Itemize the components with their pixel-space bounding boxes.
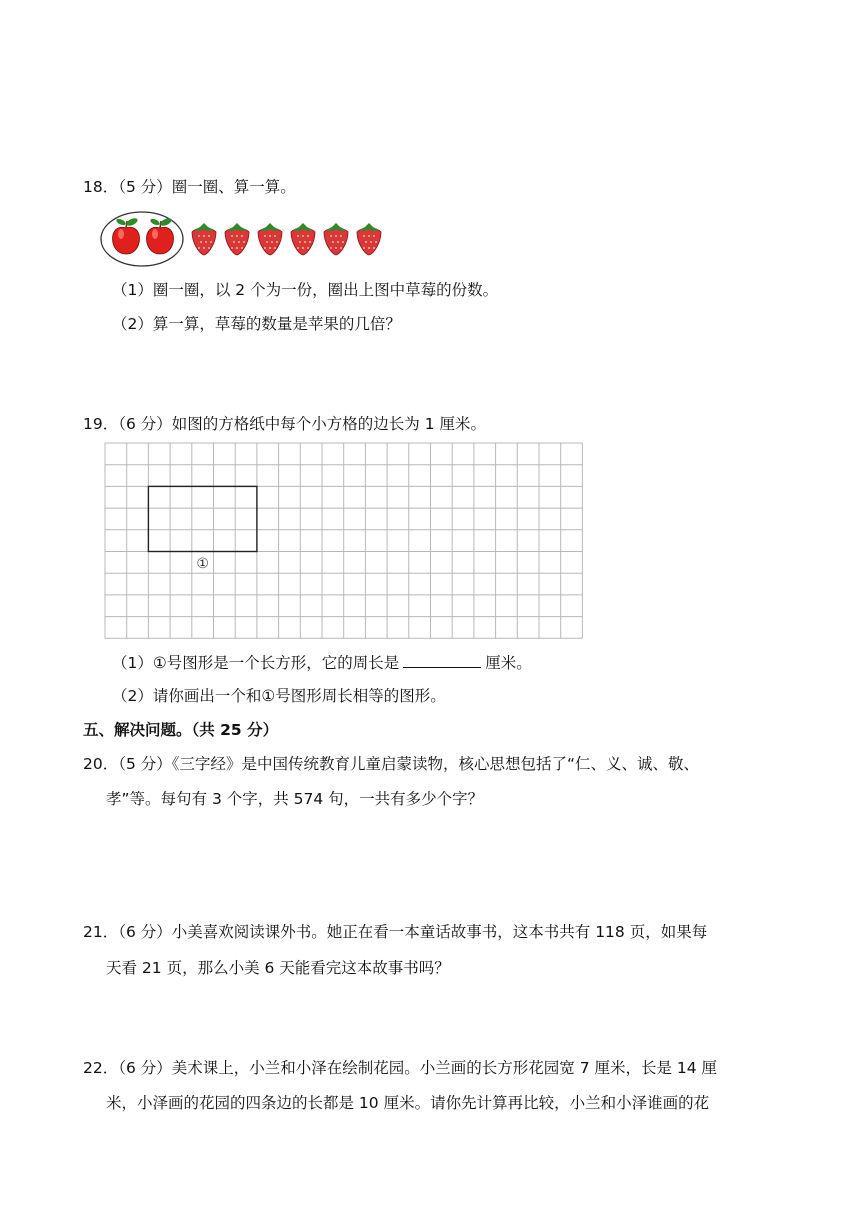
question-19-part-2: （2）请你画出一个和①号图形周长相等的图形。 — [112, 687, 446, 705]
question-22-line-2: 米，小泽画的花园的四条边的长都是 10 厘米。请你先计算再比较，小兰和小泽谁画的花 — [106, 1094, 710, 1112]
question-19-title: 19．（6 分）如图的方格纸中每个小方格的边长为 1 厘米。 — [83, 415, 486, 433]
strawberry-icon — [324, 223, 348, 255]
section-5-heading: 五、解决问题。（共 25 分） — [83, 721, 279, 739]
question-22-line-1: 22．（6 分）美术课上，小兰和小泽在绘制花园。小兰画的长方形花园宽 7 厘米，长是 14 厘 — [83, 1059, 718, 1077]
square-grid — [104, 442, 586, 642]
question-20-line-1: 20．（5 分）《三字经》是中国传统教育儿童启蒙读物，核心思想包括了“仁、义、诚、敬、 — [83, 755, 700, 773]
apple-icon — [113, 217, 140, 254]
question-18-title: 18．（5 分）圈一圈、算一算。 — [83, 178, 296, 196]
question-20-line-2: 孝”等。每句有 3 个字，共 574 句，一共有多少个字？ — [106, 790, 484, 808]
strawberry-icon — [291, 223, 315, 255]
fruit-figure — [100, 210, 390, 270]
shape-label: ① — [196, 555, 209, 572]
strawberry-icon — [225, 223, 249, 255]
question-18-part-1: （1）圈一圈，以 2 个为一份，圈出上图中草莓的份数。 — [112, 281, 499, 299]
rectangle-shape-1 — [148, 486, 257, 551]
q19-part1-text: （1）①号图形是一个长方形，它的周长是 — [112, 654, 400, 672]
strawberry-icon — [258, 223, 282, 255]
question-19-part-1 — [112, 652, 532, 673]
question-21-line-2: 天看 21 页，那么小美 6 天能看完这本故事书吗？ — [106, 959, 450, 977]
q19-part1-unit: 厘米。 — [485, 654, 532, 672]
strawberry-icon — [357, 223, 381, 255]
apple-icon — [147, 217, 174, 254]
question-18-part-2: （2）算一算，草莓的数量是苹果的几倍？ — [112, 315, 401, 333]
answer-blank[interactable] — [403, 652, 481, 668]
strawberry-icon — [192, 223, 216, 255]
question-21-line-1: 21．（6 分）小美喜欢阅读课外书。她正在看一本童话故事书，这本书共有 118 页，如果每 — [83, 923, 708, 941]
